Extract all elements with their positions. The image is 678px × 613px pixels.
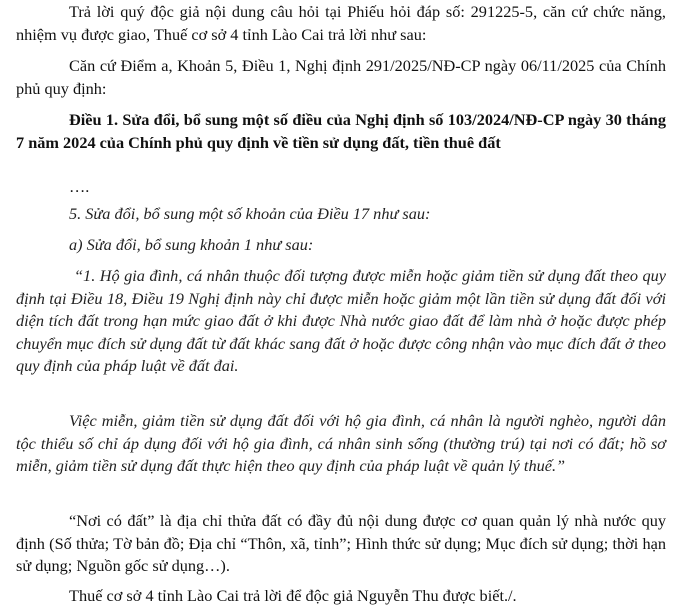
clause-a-heading: a) Sửa đổi, bổ sung khoản 1 như sau: bbox=[69, 235, 314, 254]
explanation-paragraph: “Nơi có đất” là địa chỉ thửa đất có đầy đủ nội dung được cơ quan quản lý nhà nước quy định (Số thửa; Tờ bản đồ; Địa chỉ “Thôn, xã, tỉnh”; Hình thức sử dụng; Mục đích sử dụng; thời hạn sử dụng; Nguồn gốc sử dụng…). bbox=[16, 511, 666, 575]
closing-paragraph: Thuế cơ sở 4 tỉnh Lào Cai trả lời để độc giả Nguyễn Thu được biết./. bbox=[69, 586, 517, 605]
legal-basis-paragraph: Căn cứ Điểm a, Khoản 5, Điều 1, Nghị định 291/2025/NĐ-CP ngày 06/11/2025 của Chính phủ quy định: bbox=[16, 56, 666, 98]
quoted-provision-2: Việc miễn, giảm tiền sử dụng đất đối với hộ gia đình, cá nhân là người nghèo, người dân tộc thiểu số chỉ áp dụng đối với hộ gia đình, cá nhân sinh sống (thường trú) tại nơi có đất; hồ sơ miễn, giảm tiền sử dụng đất thực hiện theo quy định của pháp luật về quản lý thuế.” bbox=[16, 411, 666, 475]
quoted-provision-1: “1. Hộ gia đình, cá nhân thuộc đối tượng được miễn hoặc giảm tiền sử dụng đất theo quy định tại Điều 18, Điều 19 Nghị định này chỉ được miễn hoặc giảm một lần tiền sử dụng đất đối với diện tích đất trong hạn mức giao đất ở khi được Nhà nước giao đất để làm nhà ở hoặc được phép chuyển mục đích sử dụng đất từ đất khác sang đất ở hoặc được công nhận vào mục đích đất ở theo quy định của pháp luật về đất đai. bbox=[16, 266, 666, 375]
intro-paragraph: Trả lời quý độc giả nội dung câu hỏi tại Phiếu hỏi đáp số: 291225-5, căn cứ chức năng, nhiệm vụ được giao, Thuế cơ sở 4 tỉnh Lào Cai trả lời như sau: bbox=[16, 2, 666, 44]
ellipsis-line: …. bbox=[69, 177, 90, 196]
article-title: Điều 1. Sửa đổi, bổ sung một số điều của Nghị định số 103/2024/NĐ-CP ngày 30 tháng 7 năm 2024 của Chính phủ quy định về tiền sử dụng đất, tiền thuê đất bbox=[16, 110, 666, 152]
clause-5-heading: 5. Sửa đổi, bổ sung một số khoản của Điều 17 như sau: bbox=[69, 204, 431, 223]
